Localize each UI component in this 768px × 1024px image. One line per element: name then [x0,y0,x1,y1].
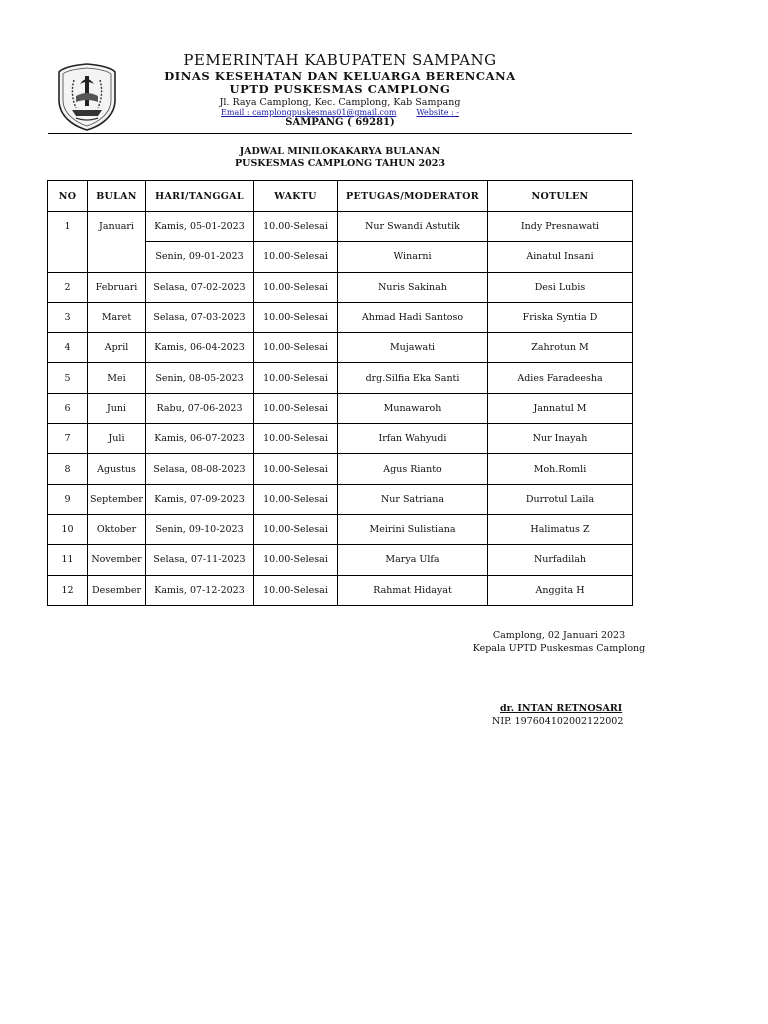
cell-tanggal: Rabu, 07-06-2023 [146,393,254,423]
website-link[interactable]: Website : - [416,108,459,118]
cell-bulan: Maret [88,302,146,332]
table-row [48,212,633,242]
header-waktu: WAKTU [254,181,338,212]
cell-waktu: 10.00-Selesai [254,272,338,302]
cell-no: 10 [48,514,88,544]
table-row [48,302,633,332]
cell-tanggal: Selasa, 07-03-2023 [146,302,254,332]
document-title [48,146,632,171]
letterhead-government: PEMERINTAH KABUPATEN SAMPANG [183,51,497,69]
schedule-table [47,180,633,606]
cell-petugas: Munawaroh [338,393,488,423]
cell-petugas: Winarni [338,242,488,272]
table-row [48,272,633,302]
cell-notulen: Adies Faradeesha [488,363,633,393]
cell-petugas: Nur Swandi Astutik [338,212,488,242]
cell-bulan: Februari [88,272,146,302]
cell-tanggal: Senin, 09-10-2023 [146,514,254,544]
letterhead-agency: DINAS KESEHATAN DAN KELUARGA BERENCANA [164,68,516,83]
cell-bulan: November [88,545,146,575]
table-row [48,514,633,544]
cell-petugas: Nur Satriana [338,484,488,514]
email-link[interactable]: Email : camplongpuskesmas01@gmail.com [221,108,397,118]
cell-bulan: Juni [88,393,146,423]
header-hari-tanggal: HARI/TANGGAL [146,181,254,212]
cell-tanggal: Selasa, 07-11-2023 [146,545,254,575]
cell-waktu: 10.00-Selesai [254,363,338,393]
cell-notulen: Zahrotun M [488,333,633,363]
table-row [48,575,633,605]
header-bulan: BULAN [88,181,146,212]
cell-petugas: Marya Ulfa [338,545,488,575]
cell-notulen: Moh.Romli [488,454,633,484]
cell-no: 4 [48,333,88,363]
cell-waktu: 10.00-Selesai [254,302,338,332]
cell-waktu: 10.00-Selesai [254,484,338,514]
cell-tanggal: Kamis, 07-09-2023 [146,484,254,514]
cell-waktu: 10.00-Selesai [254,424,338,454]
cell-bulan: Desember [88,575,146,605]
cell-notulen: Indy Presnawati [488,212,633,242]
title-line-2: PUSKESMAS CAMPLONG TAHUN 2023 [235,158,445,170]
letterhead-city: SAMPANG ( 69281) [285,117,395,129]
cell-waktu: 10.00-Selesai [254,454,338,484]
header-petugas: PETUGAS/MODERATOR [338,181,488,212]
cell-no: 7 [48,424,88,454]
cell-petugas: Nuris Sakinah [338,272,488,302]
cell-notulen: Anggita H [488,575,633,605]
cell-notulen: Friska Syntia D [488,302,633,332]
cell-notulen: Nurfadilah [488,545,633,575]
cell-no: 6 [48,393,88,423]
cell-petugas: Ahmad Hadi Santoso [338,302,488,332]
cell-bulan: April [88,333,146,363]
letterhead-divider [48,133,632,134]
signature-block [458,630,660,656]
cell-waktu: 10.00-Selesai [254,212,338,242]
signatory [492,703,623,729]
letterhead-unit: UPTD PUSKESMAS CAMPLONG [229,82,451,97]
cell-waktu: 10.00-Selesai [254,393,338,423]
table-header-row [48,181,633,212]
cell-bulan: Agustus [88,454,146,484]
cell-petugas: Rahmat Hidayat [338,575,488,605]
cell-tanggal: Kamis, 07-12-2023 [146,575,254,605]
header-no: NO [48,181,88,212]
cell-notulen: Halimatus Z [488,514,633,544]
cell-petugas: drg.Silfia Eka Santi [338,363,488,393]
table-row [48,424,633,454]
signatory-nip: NIP. 197604102002122002 [492,715,624,727]
cell-no: 5 [48,363,88,393]
cell-no: 2 [48,272,88,302]
cell-notulen: Ainatul Insani [488,242,633,272]
letterhead [130,52,550,129]
cell-waktu: 10.00-Selesai [254,242,338,272]
cell-tanggal: Senin, 09-01-2023 [146,242,254,272]
cell-notulen: Nur Inayah [488,424,633,454]
cell-petugas: Meirini Sulistiana [338,514,488,544]
cell-tanggal: Kamis, 06-07-2023 [146,424,254,454]
cell-no: 3 [48,302,88,332]
cell-tanggal: Selasa, 07-02-2023 [146,272,254,302]
cell-bulan: Mei [88,363,146,393]
letterhead-address: Jl. Raya Camplong, Kec. Camplong, Kab Sampang [219,96,461,108]
header-notulen: NOTULEN [488,181,633,212]
cell-waktu: 10.00-Selesai [254,333,338,363]
signature-position: Kepala UPTD Puskesmas Camplong [472,642,646,654]
signatory-name: dr. INTAN RETNOSARI [500,703,623,714]
cell-waktu: 10.00-Selesai [254,545,338,575]
cell-notulen: Jannatul M [488,393,633,423]
cell-petugas: Irfan Wahyudi [338,424,488,454]
table-row [48,363,633,393]
table-row [48,545,633,575]
cell-tanggal: Kamis, 06-04-2023 [146,333,254,363]
cell-tanggal: Senin, 08-05-2023 [146,363,254,393]
table-row [48,484,633,514]
letterhead-contact [130,108,550,117]
sampang-regency-emblem-icon [56,62,118,132]
cell-notulen: Durrotul Laila [488,484,633,514]
cell-tanggal: Selasa, 08-08-2023 [146,454,254,484]
cell-no: 1 [48,212,88,273]
table-row [48,393,633,423]
table-row [48,454,633,484]
cell-bulan: Juli [88,424,146,454]
cell-notulen: Desi Lubis [488,272,633,302]
cell-waktu: 10.00-Selesai [254,514,338,544]
cell-no: 8 [48,454,88,484]
cell-petugas: Agus Rianto [338,454,488,484]
cell-petugas: Mujawati [338,333,488,363]
cell-no: 12 [48,575,88,605]
cell-bulan: Januari [88,212,146,273]
signature-place-date: Camplong, 02 Januari 2023 [492,630,626,641]
title-line-1: JADWAL MINILOKAKARYA BULANAN [239,146,441,157]
cell-bulan: Oktober [88,514,146,544]
cell-bulan: September [88,484,146,514]
cell-no: 11 [48,545,88,575]
table-row [48,333,633,363]
cell-no: 9 [48,484,88,514]
cell-tanggal: Kamis, 05-01-2023 [146,212,254,242]
cell-waktu: 10.00-Selesai [254,575,338,605]
